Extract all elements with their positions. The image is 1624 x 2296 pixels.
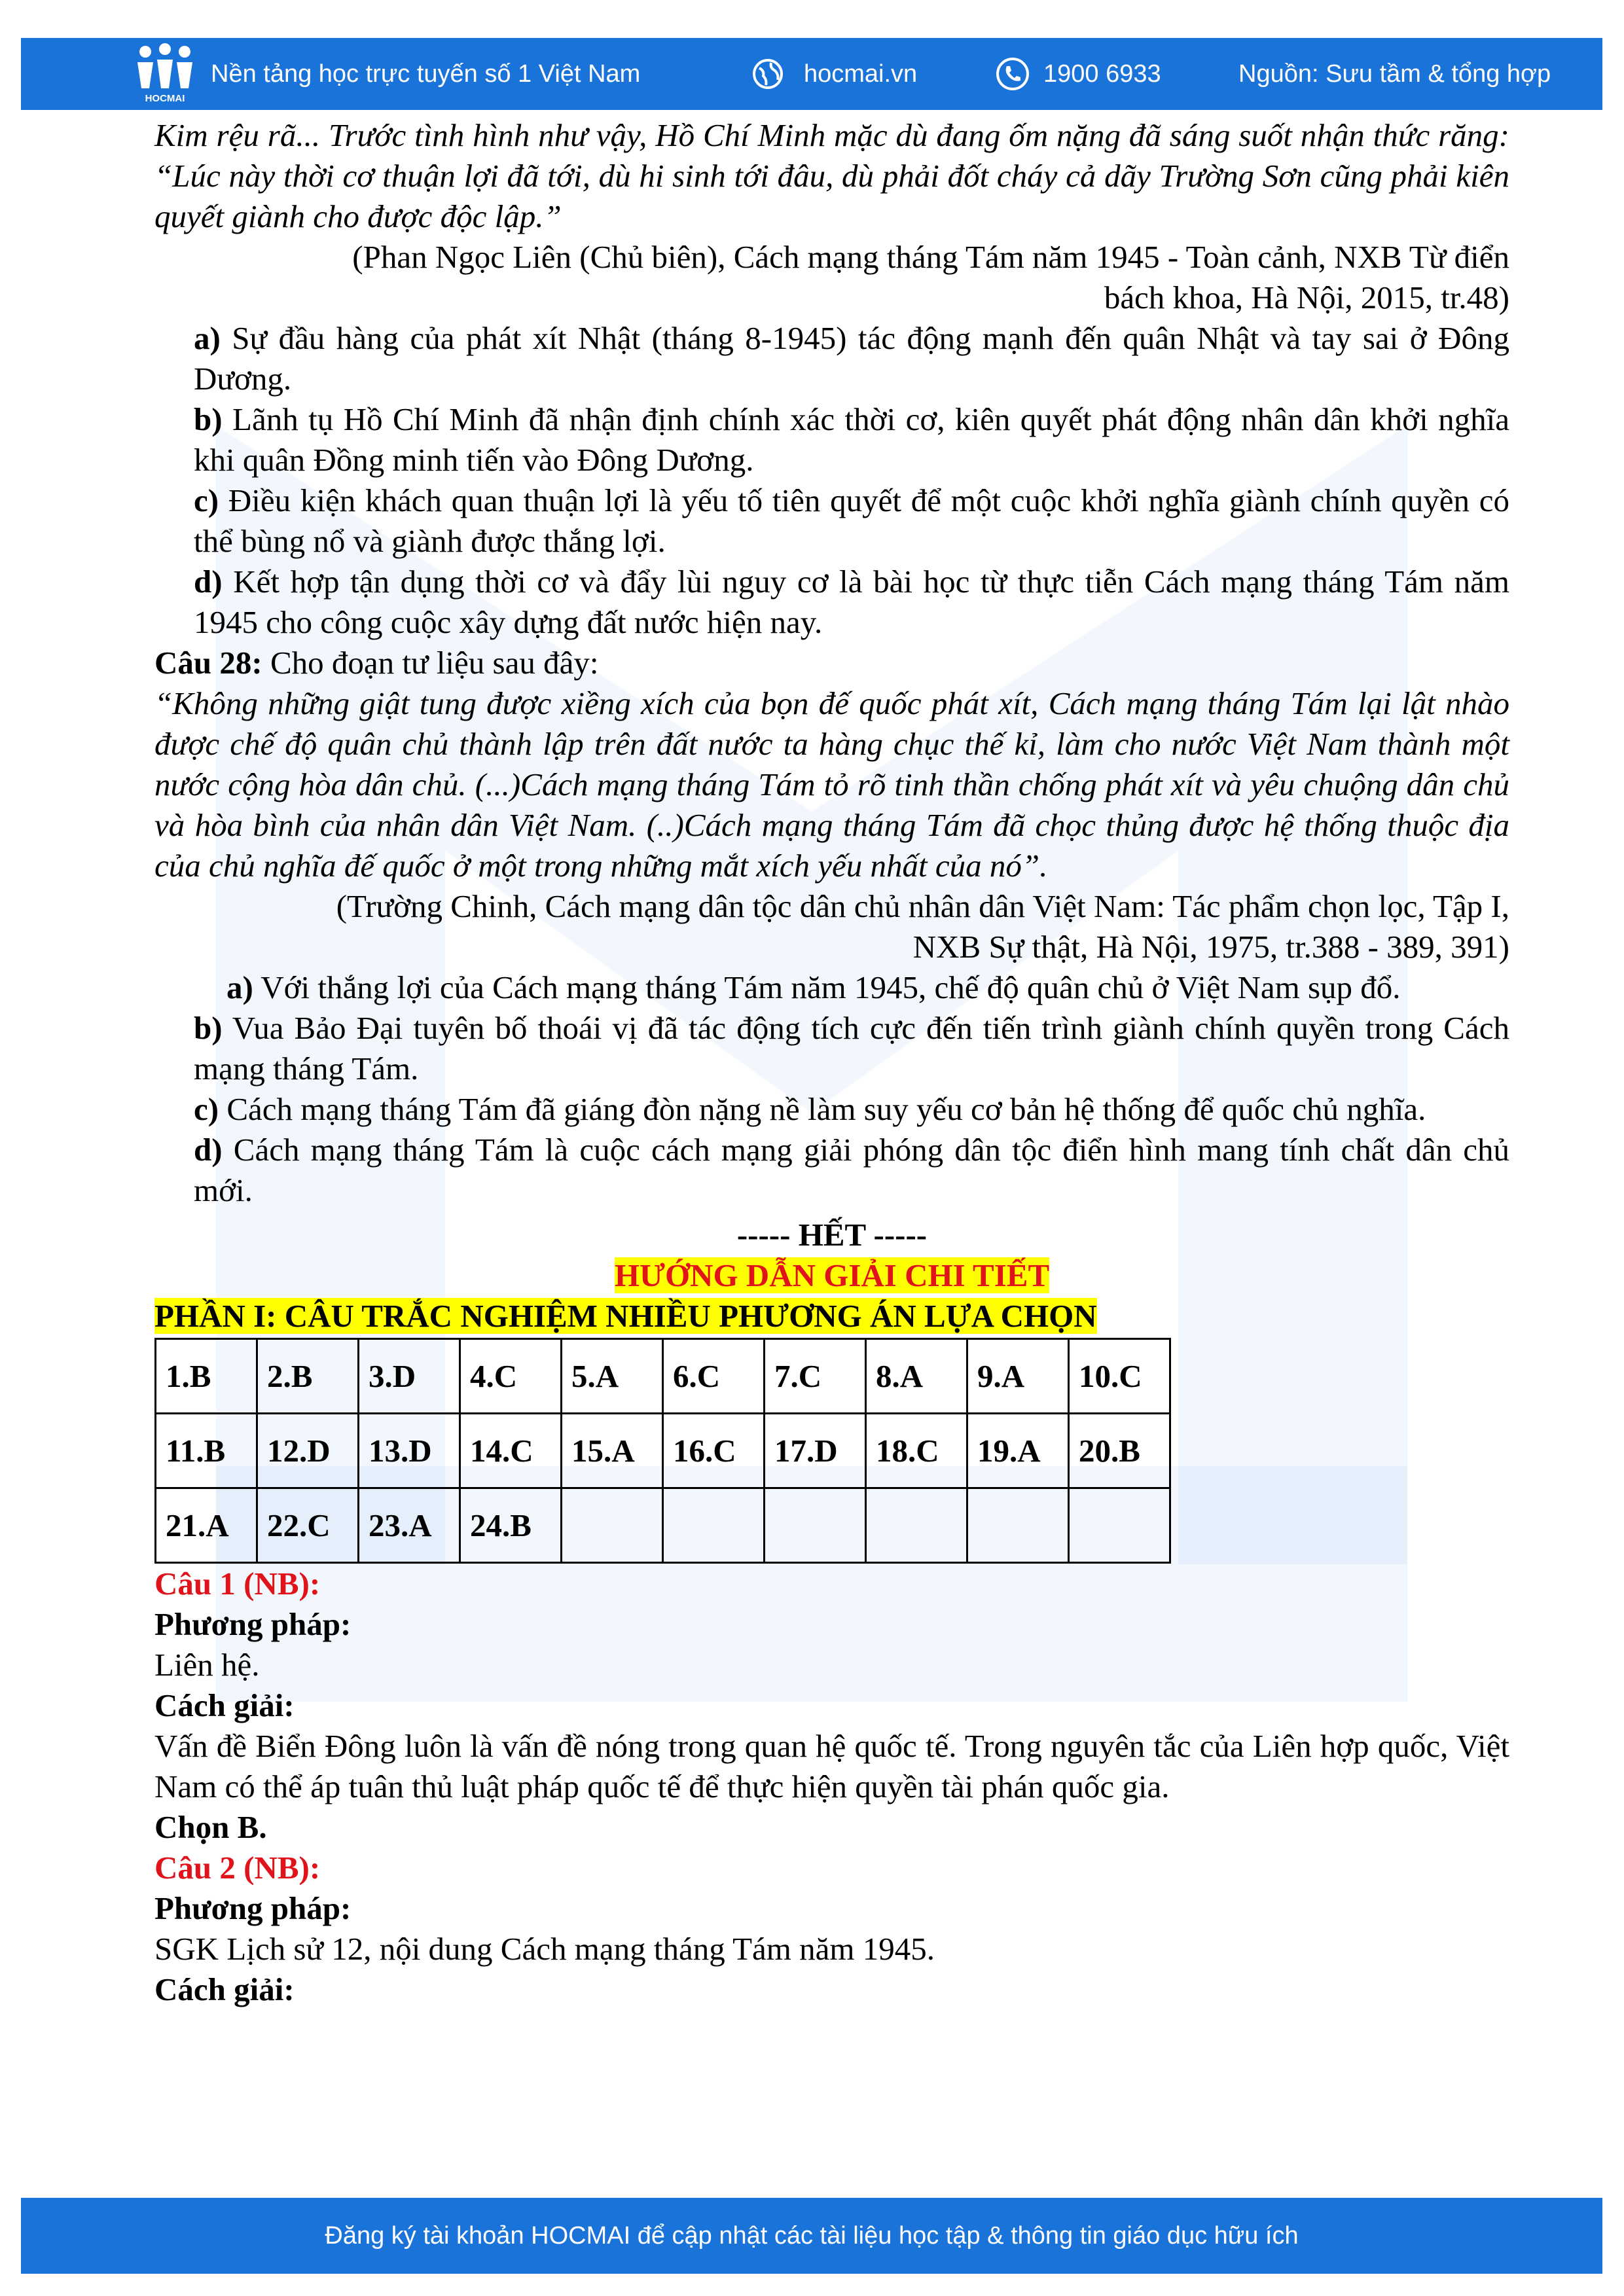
globe-icon (751, 38, 784, 110)
sol2-title: Câu 2 (NB): (154, 1850, 321, 1886)
q28-statement-c: c) Cách mạng tháng Tám đã giáng đòn nặng nề làm suy yếu cơ bản hệ thống để quốc chủ nghĩa. (194, 1091, 1426, 1127)
sol1-method-label: Phương pháp: (154, 1606, 352, 1642)
page-footer (21, 2198, 1602, 2274)
answer-cell (967, 1488, 1069, 1563)
sol1-title: Câu 1 (NB): (154, 1566, 321, 1602)
q27-quote-end: Kim rệu rã... Trước tình hình như vậy, Hồ Chí Minh mặc dù đang ốm nặng đã sáng suốt nhận thức răng: “Lúc này thời cơ thuận lợi đã tới, dù hi sinh tới đâu, dù phải đốt cháy cả dãy Trường Sơn cũng phải kiên quyết giành cho được độc lập.” (154, 117, 1509, 234)
answer-row-1 (156, 1339, 1170, 1414)
answer-cell: 14.C (460, 1414, 562, 1488)
answer-cell: 24.B (460, 1488, 562, 1563)
q28-citation-line-1: (Trường Chinh, Cách mạng dân tộc dân chủ nhân dân Việt Nam: Tác phẩm chọn lọc, Tập I, (336, 888, 1509, 924)
answer-cell: 15.A (562, 1414, 663, 1488)
q28-statement-b: b) Vua Bảo Đại tuyên bố thoái vị đã tác động tích cực đến tiến trình giành chính quyền trong Cách mạng tháng Tám. (194, 1010, 1509, 1086)
answer-cell: 19.A (967, 1414, 1069, 1488)
answer-cell: 1.B (156, 1339, 257, 1414)
header-website[interactable]: hocmai.vn (804, 60, 918, 88)
header-slogan: Nền tảng học trực tuyến số 1 Việt Nam (211, 60, 641, 88)
answer-cell: 5.A (562, 1339, 663, 1414)
sol2-method-label: Phương pháp: (154, 1890, 352, 1926)
sol1-method: Liên hệ. (154, 1647, 260, 1683)
q27-citation-line-2: bách khoa, Hà Nội, 2015, tr.48) (1104, 279, 1509, 315)
answer-cell: 11.B (156, 1414, 257, 1488)
header-phone[interactable]: 1900 6933 (1043, 60, 1161, 88)
guide-title: HƯỚNG DẪN GIẢI CHI TIẾT (614, 1257, 1050, 1293)
answer-cell (1069, 1488, 1170, 1563)
header-source: Nguồn: Sưu tầm & tổng hợp (1238, 60, 1551, 88)
answer-cell: 17.D (765, 1414, 866, 1488)
q27-statement-c: c) Điều kiện khách quan thuận lợi là yếu tố tiên quyết để một cuộc khởi nghĩa giành chính quyền có thể bùng nổ và giành được thắng lợi. (194, 482, 1509, 559)
answer-cell: 3.D (359, 1339, 460, 1414)
sol1-choice: Chọn B. (154, 1809, 267, 1845)
answer-cell: 21.A (156, 1488, 257, 1563)
answer-row-2 (156, 1414, 1170, 1488)
answer-cell: 22.C (257, 1488, 359, 1563)
answer-row-3 (156, 1488, 1170, 1563)
q28-citation-line-2: NXB Sự thật, Hà Nội, 1975, tr.388 - 389, 391) (912, 929, 1509, 965)
answer-cell: 20.B (1069, 1414, 1170, 1488)
q28-heading: Câu 28: Cho đoạn tư liệu sau đây: (154, 645, 599, 681)
answer-cell: 12.D (257, 1414, 359, 1488)
answer-cell: 2.B (257, 1339, 359, 1414)
q27-statement-d: d) Kết hợp tận dụng thời cơ và đẩy lùi nguy cơ là bài học từ thực tiễn Cách mạng tháng Tám năm 1945 cho công cuộc xây dựng đất nước hiện nay. (194, 564, 1510, 640)
answer-cell: 6.C (663, 1339, 765, 1414)
document-body (154, 115, 1509, 2010)
answer-cell (765, 1488, 866, 1563)
answer-cell: 23.A (359, 1488, 460, 1563)
answer-cell: 18.C (866, 1414, 967, 1488)
answer-cell: 4.C (460, 1339, 562, 1414)
answer-cell: 7.C (765, 1339, 866, 1414)
sol1-solution-label: Cách giải: (154, 1687, 295, 1723)
q27-citation-line-1: (Phan Ngọc Liên (Chủ biên), Cách mạng tháng Tám năm 1945 - Toàn cảnh, NXB Từ điển (352, 239, 1509, 275)
answer-table (154, 1338, 1171, 1564)
sol2-solution-label: Cách giải: (154, 1971, 295, 2007)
hocmai-logo[interactable] (132, 38, 204, 110)
answer-cell: 10.C (1069, 1339, 1170, 1414)
sol2-method: SGK Lịch sử 12, nội dung Cách mạng tháng Tám năm 1945. (154, 1931, 935, 1967)
answer-cell (562, 1488, 663, 1563)
q28-quote: “Không những giật tung được xiềng xích của bọn đế quốc phát xít, Cách mạng tháng Tám lại lật nhào được chế độ quân chủ thành lập trên đất nước ta hàng chục thế kỉ, làm cho nước Việt Nam thành một nước cộng hòa dân chủ. (...)Cách mạng tháng Tám tỏ rõ tinh thần chống phát xít và yêu chuộng dân chủ và hòa bình của nhân dân Việt Nam. (..)Cách mạng tháng Tám đã chọc thủng được hệ thống thuộc địa của chủ nghĩa đế quốc ở một trong những mắt xích yếu nhất của nó”. (154, 685, 1509, 884)
page-header (21, 38, 1602, 110)
answer-cell: 9.A (967, 1339, 1069, 1414)
hocmai-logo-icon (132, 43, 198, 105)
footer-text[interactable]: Đăng ký tài khoản HOCMAI để cập nhật các tài liệu học tập & thông tin giáo dục hữu ích (325, 2221, 1299, 2250)
answer-cell: 8.A (866, 1339, 967, 1414)
q27-statement-b: b) Lãnh tụ Hồ Chí Minh đã nhận định chính xác thời cơ, kiên quyết phát động nhân dân khởi nghĩa khi quân Đồng minh tiến vào Đông Dương. (194, 401, 1510, 478)
logo-text: HOCMAI (145, 93, 185, 104)
q27-statement-a: a) Sự đầu hàng của phát xít Nhật (tháng 8-1945) tác động mạnh đến quân Nhật và tay sai ở Đông Dương. (194, 320, 1510, 397)
answer-cell: 16.C (663, 1414, 765, 1488)
answer-cell: 13.D (359, 1414, 460, 1488)
answer-cell (663, 1488, 765, 1563)
answer-cell (866, 1488, 967, 1563)
sol1-solution: Vấn đề Biển Đông luôn là vấn đề nóng trong quan hệ quốc tế. Trong nguyên tắc của Liên hợp quốc, Việt Nam có thể áp tuân thủ luật pháp quốc tế để thực hiện quyền tài phán quốc gia. (154, 1728, 1509, 1804)
end-marker: ----- HẾT ----- (736, 1217, 928, 1253)
q28-statement-a: a) Với thắng lợi của Cách mạng tháng Tám năm 1945, chế độ quân chủ ở Việt Nam sụp đổ. (226, 969, 1401, 1005)
phone-icon (995, 38, 1030, 110)
q28-statement-d: d) Cách mạng tháng Tám là cuộc cách mạng giải phóng dân tộc điển hình mang tính chất dân chủ mới. (194, 1132, 1510, 1208)
part1-title: PHẦN I: CÂU TRẮC NGHIỆM NHIỀU PHƯƠNG ÁN LỰA CHỌN (154, 1298, 1097, 1334)
